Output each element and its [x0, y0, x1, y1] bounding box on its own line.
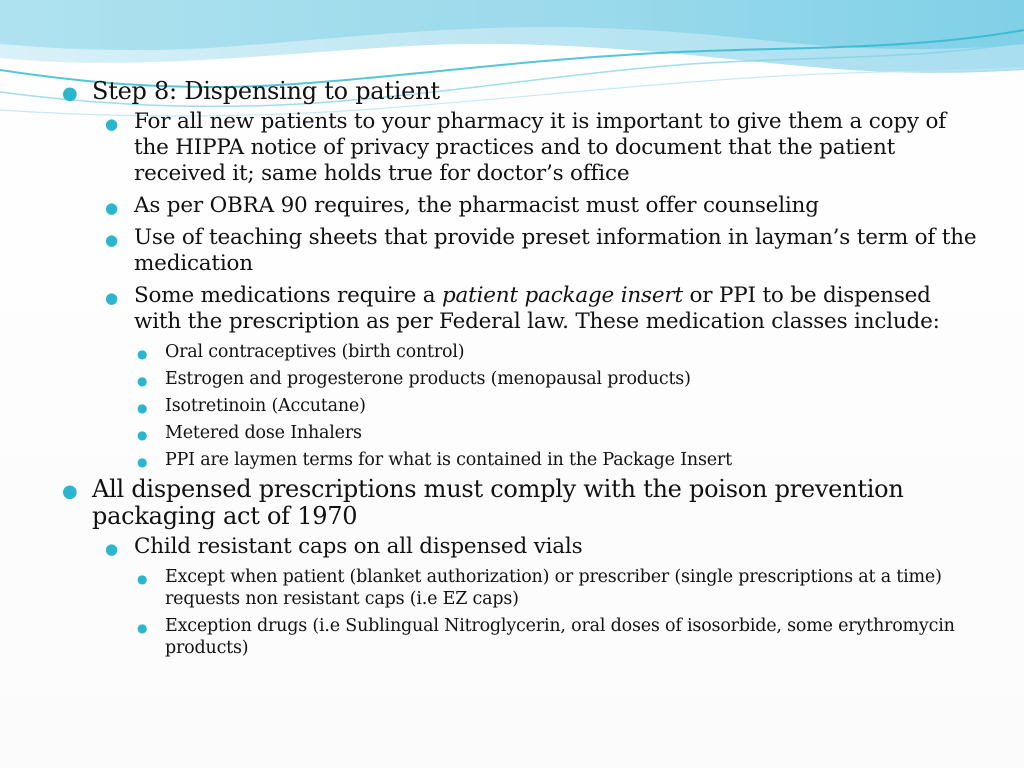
bullet-text-after: or PPI to be dispensed with the prescription as per Federal law. These medication classes include: — [134, 283, 940, 334]
bullet-text: Child resistant caps on all dispensed vials — [134, 534, 583, 559]
bullet-dot-icon: ● — [137, 374, 148, 388]
bullet-text: PPI are laymen terms for what is contained in the Package Insert — [165, 450, 732, 470]
bullet-level2-obra — [62, 193, 982, 219]
bullet-text: Estrogen and progesterone products (menopausal products) — [165, 369, 691, 389]
bullet-text: Step 8: Dispensing to patient — [92, 77, 440, 105]
bullet-level3-ppi-laymen — [62, 449, 982, 471]
bullet-dot-icon: ● — [105, 231, 118, 249]
bullet-level3-oral-contraceptives — [62, 341, 982, 363]
bullet-dot-icon: ● — [105, 115, 118, 133]
bullet-level2-ppi — [62, 283, 982, 335]
bullet-level3-exception-drugs — [62, 615, 982, 659]
bullet-dot-icon: ● — [62, 83, 78, 104]
bullet-text: For all new patients to your pharmacy it is important to give them a copy of the HIPPA notice of privacy practices and to document that the patient received it; same holds true for doctor’s office — [134, 109, 946, 186]
bullet-text: All dispensed prescriptions must comply with the poison prevention packaging act of 1970 — [92, 475, 904, 530]
bullet-text: Metered dose Inhalers — [165, 423, 362, 443]
bullet-text: As per OBRA 90 requires, the pharmacist must offer counseling — [134, 193, 819, 218]
bullet-level2-child-resistant — [62, 534, 982, 560]
bullet-dot-icon: ● — [137, 347, 148, 361]
bullet-text: Exception drugs (i.e Sublingual Nitroglycerin, oral doses of isosorbide, some erythromycin products) — [165, 616, 955, 658]
bullet-dot-icon: ● — [137, 401, 148, 415]
bullet-dot-icon: ● — [137, 572, 148, 586]
bullet-text-italic: patient package insert — [441, 283, 683, 308]
bullet-level2-hippa — [62, 109, 982, 187]
bullet-text-before: Some medications require a — [134, 283, 442, 308]
bullet-dot-icon: ● — [105, 289, 118, 307]
bullet-level2-teaching-sheets — [62, 225, 982, 277]
bullet-dot-icon: ● — [105, 199, 118, 217]
bullet-dot-icon: ● — [137, 621, 148, 635]
bullet-dot-icon: ● — [137, 455, 148, 469]
bullet-level1-step8 — [62, 78, 982, 105]
bullet-level3-estrogen — [62, 368, 982, 390]
bullet-text: Use of teaching sheets that provide preset information in layman’s term of the medication — [134, 225, 977, 276]
slide-content — [62, 78, 982, 664]
bullet-level1-poison-prevention — [62, 476, 982, 530]
bullet-level3-except — [62, 566, 982, 610]
bullet-dot-icon: ● — [105, 540, 118, 558]
bullet-level3-inhalers — [62, 422, 982, 444]
bullet-text: Isotretinoin (Accutane) — [165, 396, 366, 416]
bullet-dot-icon: ● — [137, 428, 148, 442]
bullet-text: Except when patient (blanket authorization) or prescriber (single prescriptions at a time) requests non resistant caps (i.e EZ caps) — [165, 567, 942, 609]
bullet-level3-isotretinoin — [62, 395, 982, 417]
bullet-dot-icon: ● — [62, 481, 78, 502]
bullet-text: Oral contraceptives (birth control) — [165, 342, 465, 362]
